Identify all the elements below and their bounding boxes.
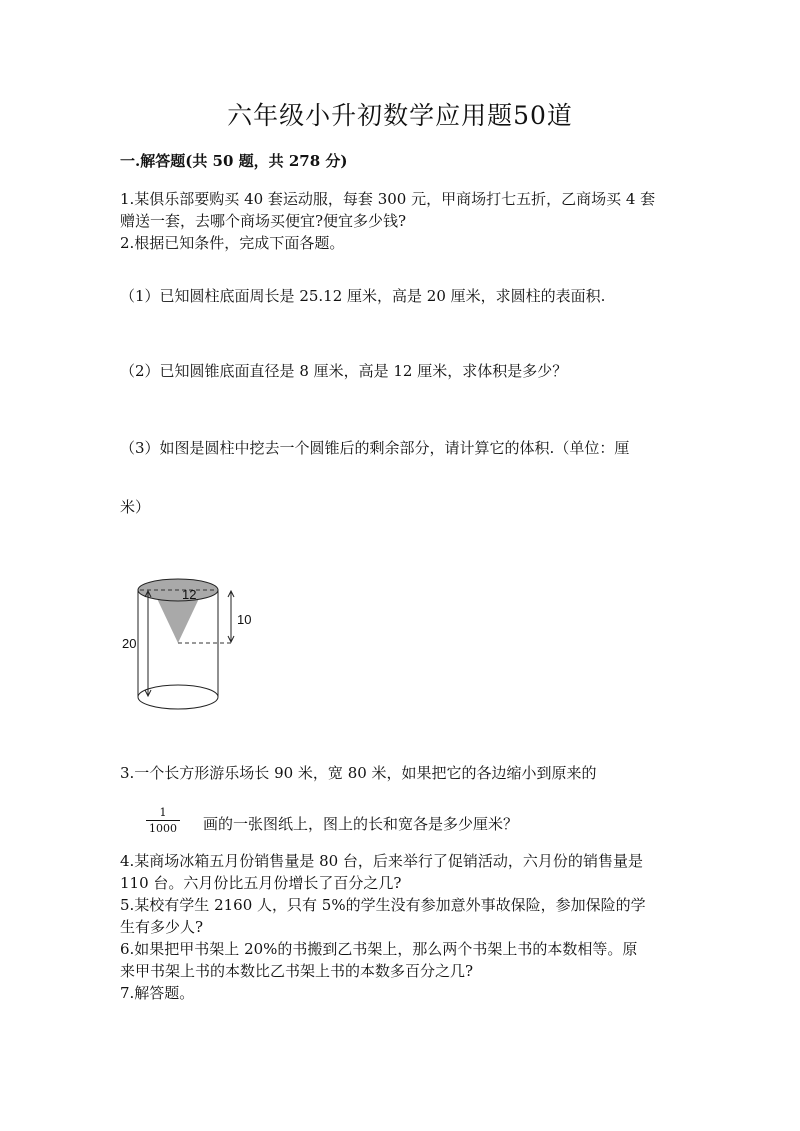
question-2-part-3-line-2: 米）	[120, 498, 151, 516]
question-1-line-1: 1.某俱乐部要购买 40 套运动服，每套 300 元，甲商场打七五折，乙商场买 4 套	[120, 190, 656, 208]
cone-diameter-label: 12	[182, 587, 197, 602]
question-3-line-2: 画的一张图纸上，图上的长和宽各是多少厘米？	[203, 815, 519, 833]
fraction-numerator: 1	[146, 806, 180, 821]
question-6-line-2: 来甲书架上书的本数比乙书架上书的本数多百分之几?	[120, 962, 474, 980]
question-5-line-2: 生有多少人?	[120, 918, 204, 936]
question-7: 7.解答题。	[120, 984, 195, 1002]
cylinder-bottom-front	[138, 697, 218, 709]
fraction-denominator: 1000	[149, 822, 177, 835]
cone-height-label: 10	[237, 612, 252, 627]
question-2-part-1: （1）已知圆柱底面周长是 25.12 厘米，高是 20 厘米，求圆柱的表面积.	[120, 287, 606, 305]
cylinder-cone-diagram	[118, 570, 268, 715]
cylinder-cone-figure	[118, 570, 268, 715]
question-6-line-1: 6.如果把甲书架上 20%的书搬到乙书架上，那么两个书架上书的本数相等。原	[120, 940, 638, 958]
question-1-line-2: 赠送一套，去哪个商场买便宜?便宜多少钱?	[120, 212, 407, 230]
question-4-line-1: 4.某商场冰箱五月份销售量是 80 台，后来举行了促销活动，六月份的销售量是	[120, 852, 643, 870]
question-4-line-2: 110 台。六月份比五月份增长了百分之几?	[120, 874, 402, 892]
question-2-intro: 2.根据已知条件，完成下面各题。	[120, 234, 345, 252]
question-3-line-1: 3.一个长方形游乐场长 90 米，宽 80 米，如果把它的各边缩小到原来的	[120, 764, 597, 782]
cylinder-height-label: 20	[122, 636, 137, 651]
question-5-line-1: 5.某校有学生 2160 人，只有 5%的学生没有参加意外事故保险，参加保险的学	[120, 896, 646, 914]
question-2-part-2: （2）已知圆锥底面直径是 8 厘米，高是 12 厘米，求体积是多少？	[120, 362, 568, 380]
document-title: 六年级小升初数学应用题50道	[227, 101, 573, 130]
question-2-part-3-line-1: （3）如图是圆柱中挖去一个圆锥后的剩余部分，请计算它的体积.（单位：厘	[120, 439, 630, 457]
fraction-one-thousandth	[146, 806, 180, 835]
section-heading: 一.解答题(共 50 题，共 278 分)	[120, 152, 348, 170]
